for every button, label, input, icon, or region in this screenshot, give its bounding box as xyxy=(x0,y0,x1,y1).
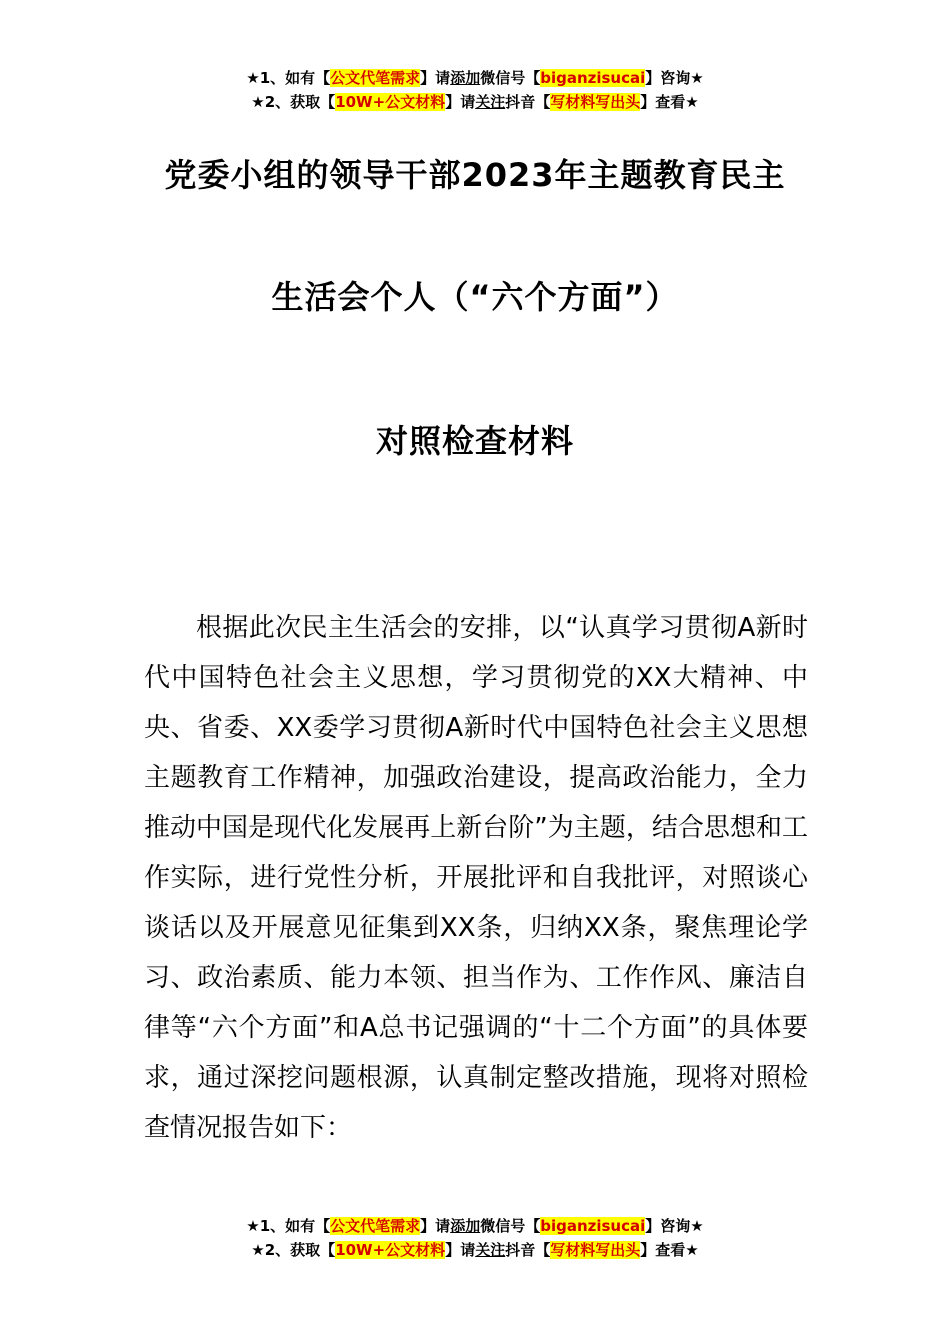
promo-text: ★2、获取【 xyxy=(251,1241,336,1259)
promo-text: 】请 xyxy=(420,69,451,87)
body-paragraph: 根据此次民主生活会的安排，以“认真学习贯彻A新时代中国特色社会主义思想，学习贯彻党的XX大精神、中央、省委、XX委学习贯彻A新时代中国特色社会主义思想主题教育工作精神，加强政治建设，提高政治能力，全力推动中国是现代化发展再上新台阶”为主题，结合思想和工作实际，进行党性分析，开展批评和自我批评，对照谈心谈话以及开展意见征集到XX条，归纳XX条，聚焦理论学习、政治素质、能力本领、担当作为、工作作风、廉洁自律等“六个方面”和A总书记强调的“十二个方面”的具体要求，通过深挖问题根源，认真制定整改措施，现将对照检查情况报告如下： xyxy=(144,613,808,1143)
promo-text: 】查看★ xyxy=(640,1241,699,1259)
promo-text: 抖音【 xyxy=(505,1241,551,1259)
promo-line-2 xyxy=(0,1238,950,1262)
promo-highlight-wechat: biganzisucai xyxy=(540,69,646,87)
promo-text: 】咨询★ xyxy=(645,1217,704,1235)
promo-line-1 xyxy=(0,66,950,90)
promo-highlight: 10W+公文材料 xyxy=(335,93,446,111)
header-promo-banner xyxy=(0,66,950,114)
promo-text: 微信号【 xyxy=(480,1217,541,1235)
document-title-line-1: 党委小组的领导干部2023年主题教育民主 xyxy=(164,156,786,194)
document-title-line-2: 生活会个人（“六个方面”） xyxy=(271,278,679,316)
promo-text: 】请 xyxy=(420,1217,451,1235)
promo-highlight: 公文代笔需求 xyxy=(330,1217,421,1235)
document-title-line-3: 对照检查材料 xyxy=(375,422,574,460)
promo-text: ★1、如有【 xyxy=(246,1217,331,1235)
promo-underline: 关注 xyxy=(475,93,506,111)
promo-highlight: 10W+公文材料 xyxy=(335,1241,446,1259)
promo-text: 微信号【 xyxy=(480,69,541,87)
promo-text: 】请 xyxy=(445,1241,476,1259)
promo-text: ★1、如有【 xyxy=(246,69,331,87)
promo-line-2 xyxy=(0,90,950,114)
promo-underline: 关注 xyxy=(475,1241,506,1259)
promo-highlight-douyin: 写材料写出头 xyxy=(550,93,641,111)
promo-underline: 添加 xyxy=(450,1217,481,1235)
promo-line-1 xyxy=(0,1214,950,1238)
promo-text: 】查看★ xyxy=(640,93,699,111)
promo-text: ★2、获取【 xyxy=(251,93,336,111)
promo-underline: 添加 xyxy=(450,69,481,87)
promo-text: 抖音【 xyxy=(505,93,551,111)
promo-highlight-wechat: biganzisucai xyxy=(540,1217,646,1235)
promo-highlight-douyin: 写材料写出头 xyxy=(550,1241,641,1259)
promo-text: 】请 xyxy=(445,93,476,111)
footer-promo-banner xyxy=(0,1214,950,1262)
promo-text: 】咨询★ xyxy=(645,69,704,87)
promo-highlight: 公文代笔需求 xyxy=(330,69,421,87)
